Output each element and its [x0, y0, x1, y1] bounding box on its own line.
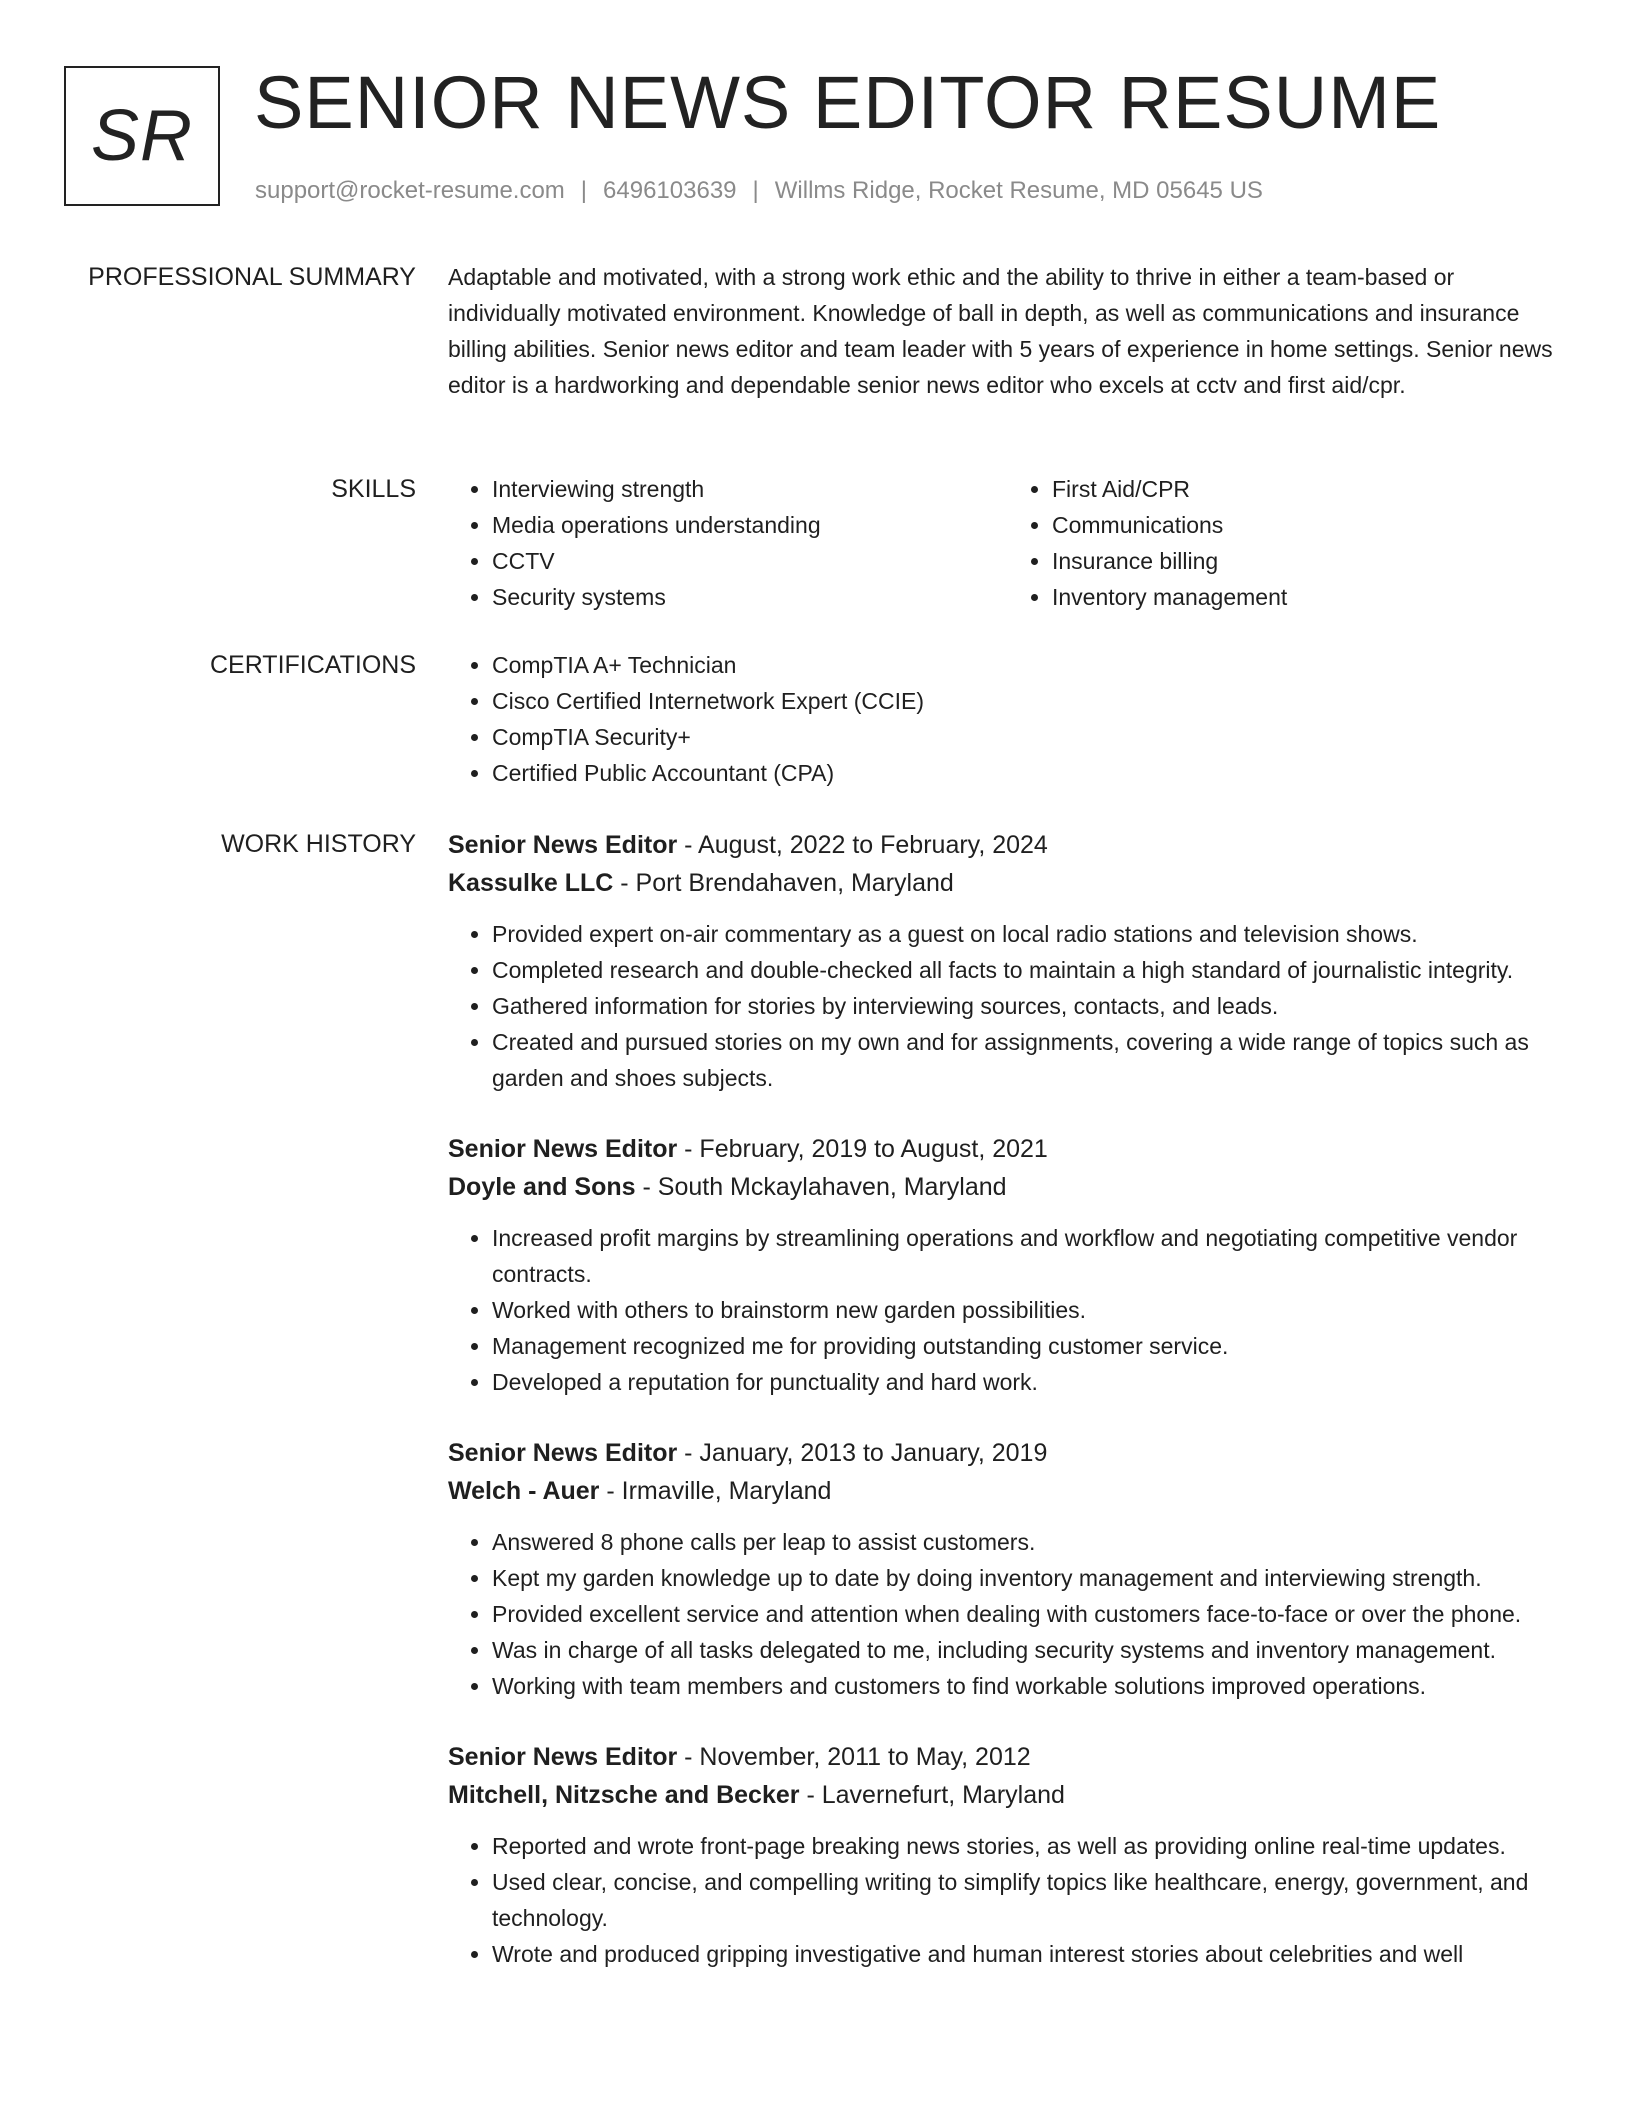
job-location: - South Mckaylahaven, Maryland	[635, 1173, 1007, 1201]
job-bullet: • Used clear, concise, and compelling writing to simplify topics like healthcare, energy, government, and technology.	[492, 1864, 1568, 1936]
job-location: - Port Brendahaven, Maryland	[613, 869, 954, 897]
contact-separator: |	[580, 177, 588, 204]
job-title-line	[448, 1434, 1568, 1472]
job-title-line	[448, 1738, 1568, 1776]
job-dates: - August, 2022 to February, 2024	[677, 831, 1048, 859]
job-company: Welch - Auer	[448, 1477, 600, 1505]
job-bullet: • Was in charge of all tasks delegated to me, including security systems and inventory management.	[492, 1632, 1568, 1668]
skill-item: • Security systems	[492, 579, 1008, 615]
job-entry	[448, 1434, 1568, 1704]
contact-phone[interactable]: 6496103639	[603, 177, 737, 204]
skill-item: • Media operations understanding	[492, 507, 1008, 543]
job-bullet: • Reported and wrote front-page breaking news stories, as well as providing online real-time updates.	[492, 1828, 1568, 1864]
job-bullet: • Created and pursued stories on my own and for assignments, covering a wide range of topics such as garden and shoes subjects.	[492, 1024, 1568, 1096]
job-bullet: • Completed research and double-checked all facts to maintain a high standard of journalistic integrity.	[492, 952, 1568, 988]
job-bullets	[448, 1524, 1568, 1704]
skills-list	[448, 471, 1568, 615]
skill-item: • Interviewing strength	[492, 471, 1008, 507]
monogram-logo: SR	[64, 66, 220, 206]
job-bullet: • Worked with others to brainstorm new garden possibilities.	[492, 1292, 1568, 1328]
job-location: - Irmaville, Maryland	[599, 1477, 832, 1505]
job-bullets	[448, 1220, 1568, 1400]
job-bullets	[448, 1828, 1568, 1972]
skills-column-right	[1008, 471, 1568, 615]
job-entry	[448, 1130, 1568, 1400]
skill-item: • Insurance billing	[1052, 543, 1568, 579]
certification-item: • CompTIA Security+	[492, 719, 1568, 755]
job-company-line	[448, 1776, 1568, 1814]
job-bullet: • Management recognized me for providing outstanding customer service.	[492, 1328, 1568, 1364]
skill-item: • First Aid/CPR	[1052, 471, 1568, 507]
job-company: Doyle and Sons	[448, 1173, 636, 1201]
job-bullet: • Wrote and produced gripping investigative and human interest stories about celebrities and well	[492, 1936, 1568, 1972]
job-title: Senior News Editor	[448, 1439, 678, 1467]
job-bullet: • Gathered information for stories by interviewing sources, contacts, and leads.	[492, 988, 1568, 1024]
certification-item: • CompTIA A+ Technician	[492, 647, 1568, 683]
job-company: Kassulke LLC	[448, 869, 614, 897]
work-history-list	[448, 826, 1568, 2006]
job-entry	[448, 1738, 1568, 1972]
job-title-line	[448, 1130, 1568, 1168]
skills-column-left	[448, 471, 1008, 615]
summary-heading: PROFESSIONAL SUMMARY	[88, 263, 416, 291]
job-bullet: • Provided excellent service and attention when dealing with customers face-to-face or over the phone.	[492, 1596, 1568, 1632]
job-title: Senior News Editor	[448, 1135, 678, 1163]
summary-text: Adaptable and motivated, with a strong work ethic and the ability to thrive in either a team-based or individually motivated environment. Knowledge of ball in depth, as well as communications and insurance billing abilities. Senior news editor and team leader with 5 years of experience in home settings. Senior news editor is a hardworking and dependable senior news editor who excels at cctv and first aid/cpr.	[448, 264, 1553, 398]
job-title: Senior News Editor	[448, 1743, 678, 1771]
job-bullet: • Provided expert on-air commentary as a guest on local radio stations and television shows.	[492, 916, 1568, 952]
contact-address: Willms Ridge, Rocket Resume, MD 05645 US	[774, 177, 1263, 204]
job-location: - Lavernefurt, Maryland	[799, 1781, 1065, 1809]
contact-email[interactable]: support@rocket-resume.com	[255, 177, 565, 204]
job-company-line	[448, 864, 1568, 902]
contact-line	[255, 174, 1263, 208]
job-dates: - November, 2011 to May, 2012	[677, 1743, 1031, 1771]
work-history-heading: WORK HISTORY	[221, 830, 416, 858]
job-bullet: • Working with team members and customers to find workable solutions improved operations.	[492, 1668, 1568, 1704]
job-entry	[448, 826, 1568, 1096]
job-bullet: • Increased profit margins by streamlining operations and workflow and negotiating competitive vendor contracts.	[492, 1220, 1568, 1292]
skills-heading: SKILLS	[331, 475, 416, 503]
certification-item: • Certified Public Accountant (CPA)	[492, 755, 1568, 791]
job-title-line	[448, 826, 1568, 864]
certification-item: • Cisco Certified Internetwork Expert (CCIE)	[492, 683, 1568, 719]
job-dates: - February, 2019 to August, 2021	[677, 1135, 1048, 1163]
certifications-heading: CERTIFICATIONS	[209, 651, 416, 679]
job-title: Senior News Editor	[448, 831, 678, 859]
certifications-list	[448, 647, 1568, 791]
job-bullet: • Kept my garden knowledge up to date by doing inventory management and interviewing strength.	[492, 1560, 1568, 1596]
contact-separator: |	[752, 177, 759, 204]
job-company-line	[448, 1472, 1568, 1510]
job-bullet: • Developed a reputation for punctuality and hard work.	[492, 1364, 1568, 1400]
skill-item: • CCTV	[492, 543, 1008, 579]
job-company: Mitchell, Nitzsche and Becker	[448, 1781, 800, 1809]
skill-item: • Communications	[1052, 507, 1568, 543]
job-company-line	[448, 1168, 1568, 1206]
resume-title: SENIOR NEWS EDITOR RESUME	[254, 61, 1442, 144]
job-dates: - January, 2013 to January, 2019	[677, 1439, 1048, 1467]
job-bullet: • Answered 8 phone calls per leap to assist customers.	[492, 1524, 1568, 1560]
job-bullets	[448, 916, 1568, 1096]
skill-item: • Inventory management	[1052, 579, 1568, 615]
